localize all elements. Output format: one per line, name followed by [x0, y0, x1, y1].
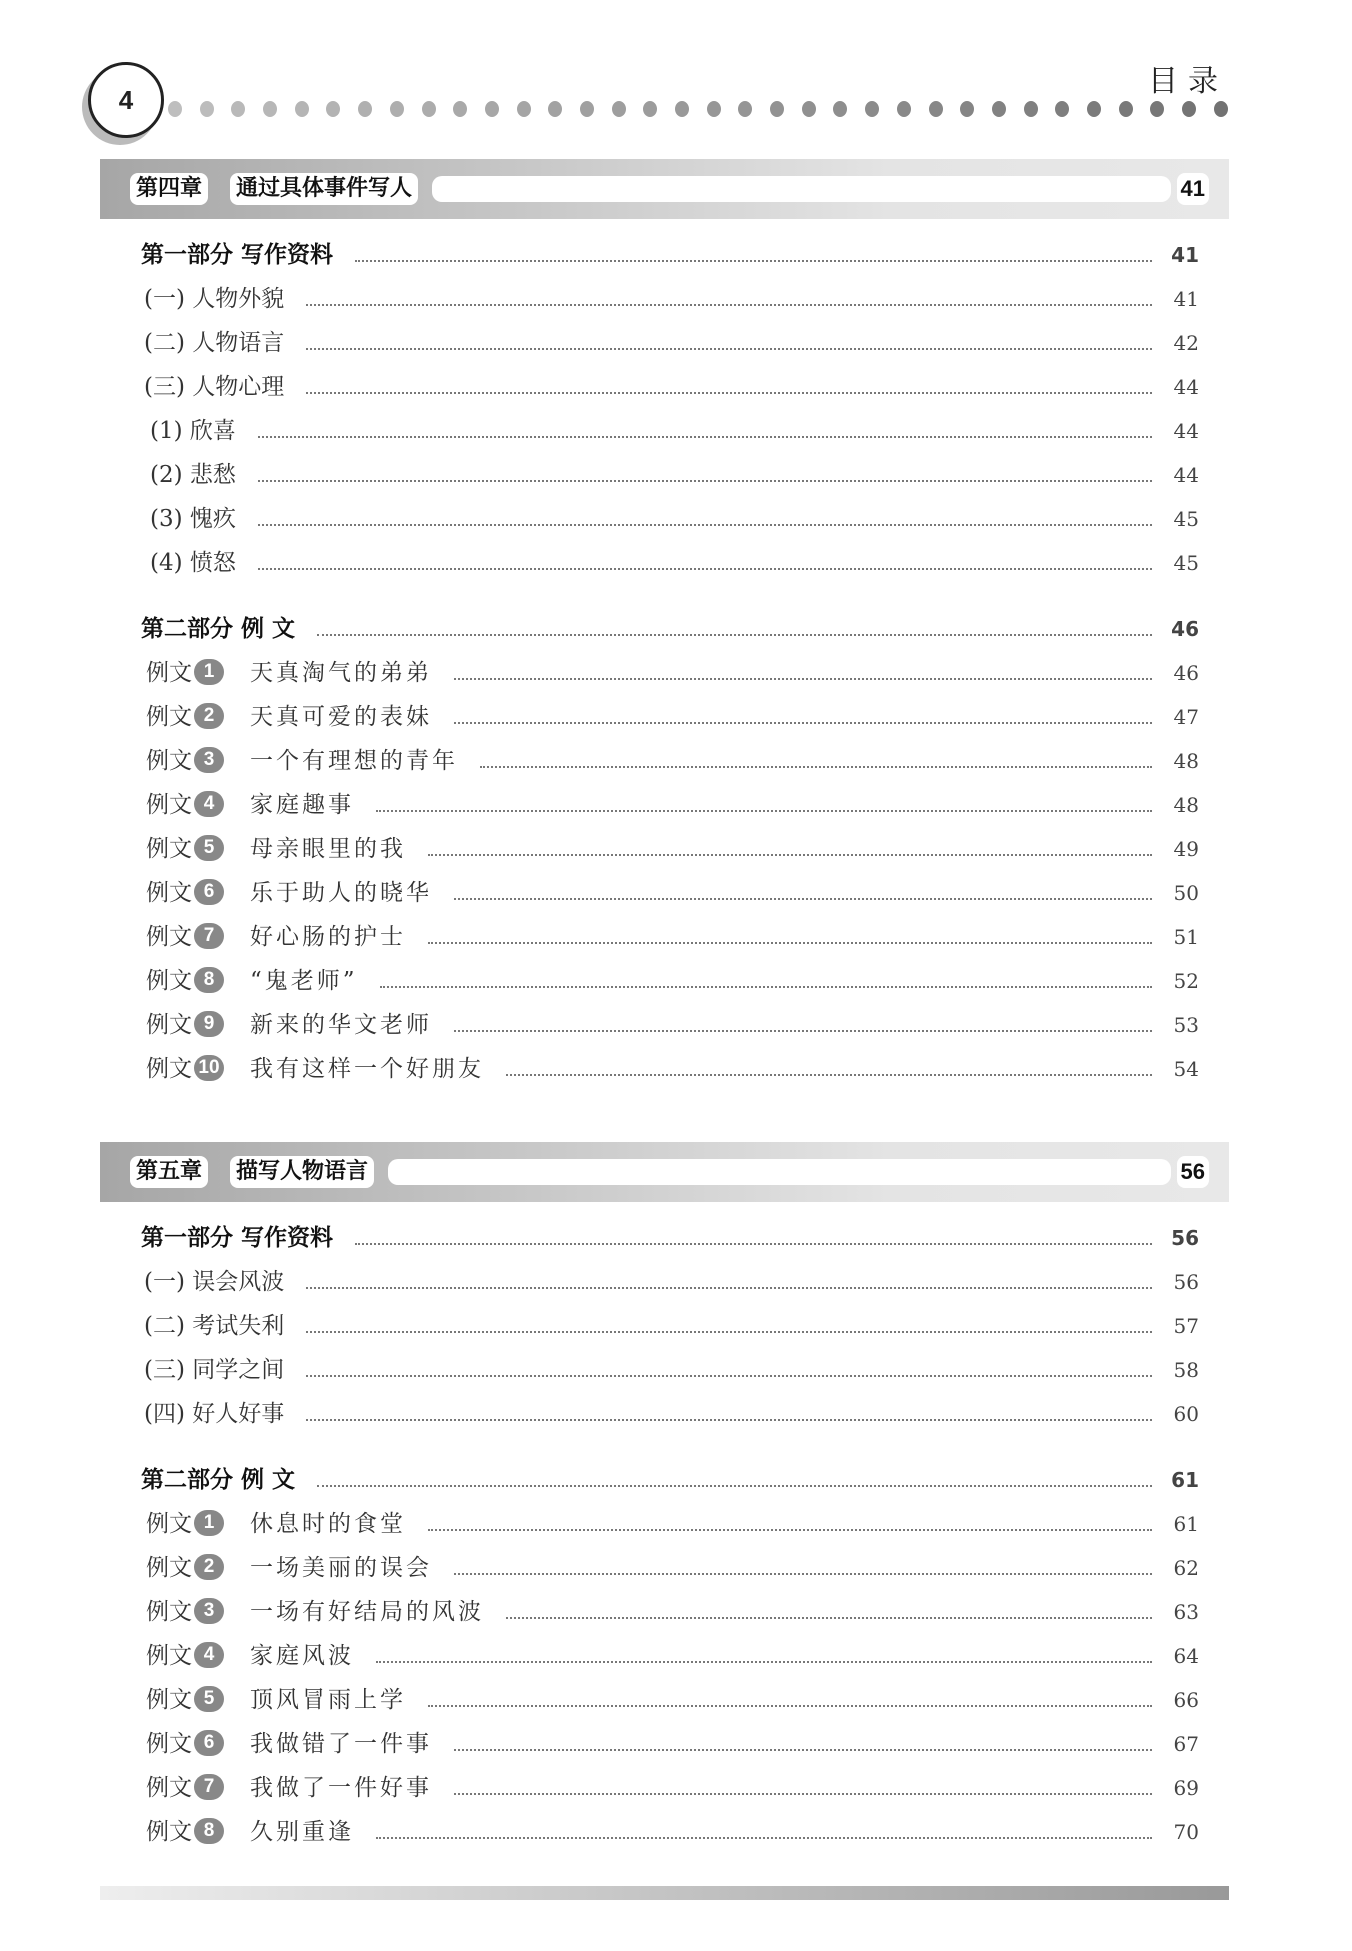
example-title: 顶风冒雨上学 — [250, 1687, 406, 1713]
page-number: 48 — [1173, 793, 1199, 817]
dot-leader — [355, 260, 1152, 262]
example-item-label — [146, 1005, 224, 1045]
dot-leader — [306, 348, 1152, 350]
dot-leader — [258, 524, 1152, 526]
example-title: 我有这样一个好朋友 — [250, 1056, 484, 1082]
dot — [200, 101, 214, 117]
chapter-title: 描写人物语言 — [230, 1156, 374, 1188]
toc-item[interactable] — [0, 367, 1352, 407]
example-number-badge: 3 — [194, 747, 224, 773]
dot — [326, 101, 340, 117]
dot — [1087, 101, 1101, 117]
page-number: 46 — [1173, 661, 1199, 685]
toc-item-label: (三) 人物心理 — [144, 374, 285, 400]
toc-item[interactable] — [0, 411, 1352, 451]
toc-item-label: (1) 欣喜 — [150, 418, 236, 444]
dot-leader — [376, 1661, 1152, 1663]
example-item-label — [146, 1768, 224, 1808]
example-item-label — [146, 829, 224, 869]
dot-leader — [258, 480, 1152, 482]
page-number: 63 — [1173, 1600, 1199, 1624]
page-number: 61 — [1173, 1512, 1199, 1536]
dot-leader — [306, 1331, 1152, 1333]
dot — [1119, 101, 1133, 117]
example-title: 母亲眼里的我 — [250, 836, 406, 862]
dot — [960, 101, 974, 117]
example-prefix: 例文 — [146, 660, 192, 686]
toc-item-label: (一) 人物外貌 — [144, 286, 285, 312]
example-number-badge: 5 — [194, 835, 224, 861]
dot-leader — [432, 176, 1171, 202]
page-number: 46 — [1171, 617, 1199, 641]
part-heading-label: 第一部分 写作资料 — [141, 1225, 334, 1251]
dot — [1182, 101, 1196, 117]
dot — [390, 101, 404, 117]
example-item-label — [146, 1592, 224, 1632]
dot-leader — [306, 304, 1152, 306]
page-number: 61 — [1171, 1468, 1199, 1492]
toc-item-label: (二) 人物语言 — [144, 330, 285, 356]
toc-item[interactable] — [0, 543, 1352, 583]
dot-leader — [506, 1074, 1152, 1076]
page-number: 56 — [1173, 1270, 1199, 1294]
toc-item-label: (二) 考试失利 — [144, 1313, 285, 1339]
example-number-badge: 8 — [194, 1818, 224, 1844]
dot-leader — [454, 678, 1152, 680]
page-number: 69 — [1173, 1776, 1199, 1800]
example-number-badge: 3 — [194, 1598, 224, 1624]
toc-item-label: (三) 同学之间 — [144, 1357, 285, 1383]
dot — [231, 101, 245, 117]
part-heading-label: 第二部分 例 文 — [141, 616, 296, 642]
dot — [770, 101, 784, 117]
page-number: 44 — [1173, 463, 1199, 487]
page-number: 47 — [1173, 705, 1199, 729]
dot — [992, 101, 1006, 117]
example-prefix: 例文 — [146, 1687, 192, 1713]
example-item-label — [146, 1680, 224, 1720]
page-number-badge: 4 — [88, 62, 164, 138]
example-number-badge: 6 — [194, 1730, 224, 1756]
example-item-label — [146, 653, 224, 693]
example-item-label — [146, 785, 224, 825]
example-item-label — [146, 917, 224, 957]
chapter-page: 41 — [1177, 173, 1209, 205]
example-item[interactable] — [0, 1680, 1352, 1720]
example-number-badge: 7 — [194, 1774, 224, 1800]
example-title: 一场美丽的误会 — [250, 1555, 432, 1581]
dot — [358, 101, 372, 117]
example-number-badge: 7 — [194, 923, 224, 949]
dot — [865, 101, 879, 117]
dot — [422, 101, 436, 117]
example-title: 家庭风波 — [250, 1643, 354, 1669]
example-item-label — [146, 741, 224, 781]
dot-leader — [454, 1793, 1152, 1795]
example-title: 好心肠的护士 — [250, 924, 406, 950]
example-item[interactable] — [0, 697, 1352, 737]
example-item-label — [146, 1504, 224, 1544]
dot — [453, 101, 467, 117]
page-number: 64 — [1173, 1644, 1199, 1668]
page-number: 44 — [1173, 419, 1199, 443]
dot-leader — [454, 1030, 1152, 1032]
example-item[interactable] — [0, 961, 1352, 1001]
dot — [897, 101, 911, 117]
example-prefix: 例文 — [146, 1555, 192, 1581]
part-heading[interactable] — [0, 1218, 1352, 1258]
example-item[interactable] — [0, 785, 1352, 825]
chapter-label: 第五章 — [130, 1156, 208, 1188]
page-number: 60 — [1173, 1402, 1199, 1426]
toc-item[interactable] — [0, 323, 1352, 363]
dot — [1055, 101, 1069, 117]
dot-leader — [506, 1617, 1152, 1619]
page-number: 41 — [1171, 243, 1199, 267]
running-head: 目录 — [1148, 64, 1228, 99]
example-title: 天真淘气的弟弟 — [250, 660, 432, 686]
example-title: 一个有理想的青年 — [250, 748, 458, 774]
example-item[interactable] — [0, 1504, 1352, 1544]
toc-item-label: (4) 愤怒 — [150, 550, 236, 576]
example-item[interactable] — [0, 741, 1352, 781]
example-number-badge: 9 — [194, 1011, 224, 1037]
dot — [643, 101, 657, 117]
dot-leader — [454, 1573, 1152, 1575]
page-number: 41 — [1173, 287, 1199, 311]
dot — [1150, 101, 1164, 117]
dot — [738, 101, 752, 117]
example-title: 久别重逢 — [250, 1819, 354, 1845]
dot — [1024, 101, 1038, 117]
part-heading[interactable] — [0, 1460, 1352, 1500]
page-number: 50 — [1173, 881, 1199, 905]
dot-leader — [380, 986, 1152, 988]
example-number-badge: 2 — [194, 703, 224, 729]
example-prefix: 例文 — [146, 1599, 192, 1625]
dot-leader — [317, 634, 1152, 636]
example-prefix: 例文 — [146, 748, 192, 774]
dot-divider — [168, 101, 1228, 117]
dot — [485, 101, 499, 117]
chapter-label: 第四章 — [130, 173, 208, 205]
toc-item[interactable] — [0, 1350, 1352, 1390]
example-item-label — [146, 1636, 224, 1676]
dot-leader — [428, 1705, 1152, 1707]
dot-leader — [428, 1529, 1152, 1531]
example-item[interactable] — [0, 917, 1352, 957]
toc-item[interactable] — [0, 279, 1352, 319]
example-item[interactable] — [0, 1005, 1352, 1045]
toc-item[interactable] — [0, 1306, 1352, 1346]
toc-item[interactable] — [0, 1394, 1352, 1434]
example-item-label — [146, 697, 224, 737]
example-prefix: 例文 — [146, 704, 192, 730]
page-number: 67 — [1173, 1732, 1199, 1756]
dot — [612, 101, 626, 117]
example-prefix: 例文 — [146, 836, 192, 862]
dot-leader — [355, 1243, 1152, 1245]
example-prefix: 例文 — [146, 792, 192, 818]
dot — [580, 101, 594, 117]
dot-leader — [306, 392, 1152, 394]
dot-leader — [454, 1749, 1152, 1751]
page-number: 42 — [1173, 331, 1199, 355]
page-number: 66 — [1173, 1688, 1199, 1712]
example-item[interactable] — [0, 653, 1352, 693]
page-number: 56 — [1171, 1226, 1199, 1250]
page-number: 44 — [1173, 375, 1199, 399]
dot — [295, 101, 309, 117]
example-number-badge: 5 — [194, 1686, 224, 1712]
example-number-badge: 4 — [194, 1642, 224, 1668]
example-number-badge: 10 — [194, 1055, 224, 1081]
example-item-label — [146, 961, 224, 1001]
dot — [707, 101, 721, 117]
example-number-badge: 2 — [194, 1554, 224, 1580]
example-title: 我做错了一件事 — [250, 1731, 432, 1757]
example-item[interactable] — [0, 1636, 1352, 1676]
chapter-header[interactable] — [100, 1142, 1229, 1202]
example-title: 天真可爱的表妹 — [250, 704, 432, 730]
toc-item-label: (2) 悲愁 — [150, 462, 236, 488]
dot — [548, 101, 562, 117]
example-prefix: 例文 — [146, 968, 192, 994]
dot — [517, 101, 531, 117]
example-prefix: 例文 — [146, 1775, 192, 1801]
example-number-badge: 1 — [194, 659, 224, 685]
example-item[interactable] — [0, 1049, 1352, 1089]
example-item-label — [146, 1724, 224, 1764]
chapter-page: 56 — [1177, 1156, 1209, 1188]
example-title: 一场有好结局的风波 — [250, 1599, 484, 1625]
example-title: 我做了一件好事 — [250, 1775, 432, 1801]
toc-item[interactable] — [0, 499, 1352, 539]
example-item[interactable] — [0, 1812, 1352, 1852]
example-item[interactable] — [0, 1724, 1352, 1764]
example-title: 家庭趣事 — [250, 792, 354, 818]
page-number: 53 — [1173, 1013, 1199, 1037]
dot-leader — [258, 568, 1152, 570]
example-item[interactable] — [0, 873, 1352, 913]
example-prefix: 例文 — [146, 1819, 192, 1845]
dot — [833, 101, 847, 117]
dot — [802, 101, 816, 117]
dot-leader — [428, 942, 1152, 944]
dot-leader — [388, 1159, 1171, 1185]
page-number: 48 — [1173, 749, 1199, 773]
example-title: 新来的华文老师 — [250, 1012, 432, 1038]
toc-item[interactable] — [0, 1262, 1352, 1302]
dot-leader — [306, 1375, 1152, 1377]
toc-item-label: (四) 好人好事 — [144, 1401, 285, 1427]
dot-leader — [454, 722, 1152, 724]
page-number: 54 — [1173, 1057, 1199, 1081]
dot — [675, 101, 689, 117]
page-number: 57 — [1173, 1314, 1199, 1338]
example-prefix: 例文 — [146, 1511, 192, 1537]
part-heading[interactable] — [0, 235, 1352, 275]
dot-leader — [317, 1485, 1152, 1487]
example-number-badge: 1 — [194, 1510, 224, 1536]
dot-leader — [306, 1287, 1152, 1289]
page-number: 58 — [1173, 1358, 1199, 1382]
example-number-badge: 6 — [194, 879, 224, 905]
part-heading-label: 第二部分 例 文 — [141, 1467, 296, 1493]
example-item-label — [146, 1548, 224, 1588]
example-item-label — [146, 873, 224, 913]
example-prefix: 例文 — [146, 1731, 192, 1757]
example-title: “鬼老师” — [250, 968, 358, 994]
example-item[interactable] — [0, 829, 1352, 869]
bottom-bar — [100, 1886, 1229, 1900]
dot-leader — [258, 436, 1152, 438]
page-number: 45 — [1173, 507, 1199, 531]
example-item-label — [146, 1812, 224, 1852]
example-prefix: 例文 — [146, 1012, 192, 1038]
example-item[interactable] — [0, 1592, 1352, 1632]
toc-item[interactable] — [0, 455, 1352, 495]
example-title: 休息时的食堂 — [250, 1511, 406, 1537]
dot — [263, 101, 277, 117]
example-prefix: 例文 — [146, 1643, 192, 1669]
page-number: 49 — [1173, 837, 1199, 861]
toc-item-label: (一) 误会风波 — [144, 1269, 285, 1295]
dot-leader — [376, 810, 1152, 812]
example-prefix: 例文 — [146, 924, 192, 950]
dot — [929, 101, 943, 117]
chapter-title: 通过具体事件写人 — [230, 173, 418, 205]
chapter-header[interactable] — [100, 159, 1229, 219]
example-item-label — [146, 1049, 224, 1089]
toc-item-label: (3) 愧疚 — [150, 506, 236, 532]
example-title: 乐于助人的晓华 — [250, 880, 432, 906]
example-item[interactable] — [0, 1548, 1352, 1588]
dot-leader — [454, 898, 1152, 900]
dot — [1214, 101, 1228, 117]
page-number: 62 — [1173, 1556, 1199, 1580]
page-number: 51 — [1173, 925, 1199, 949]
page-number: 52 — [1173, 969, 1199, 993]
example-number-badge: 8 — [194, 967, 224, 993]
dot-leader — [376, 1837, 1152, 1839]
example-number-badge: 4 — [194, 791, 224, 817]
part-heading-label: 第一部分 写作资料 — [141, 242, 334, 268]
dot — [168, 101, 182, 117]
dot-leader — [428, 854, 1152, 856]
example-prefix: 例文 — [146, 1056, 192, 1082]
page-number: 45 — [1173, 551, 1199, 575]
example-item[interactable] — [0, 1768, 1352, 1808]
dot-leader — [306, 1419, 1152, 1421]
dot-leader — [480, 766, 1152, 768]
page-number: 70 — [1173, 1820, 1199, 1844]
part-heading[interactable] — [0, 609, 1352, 649]
example-prefix: 例文 — [146, 880, 192, 906]
